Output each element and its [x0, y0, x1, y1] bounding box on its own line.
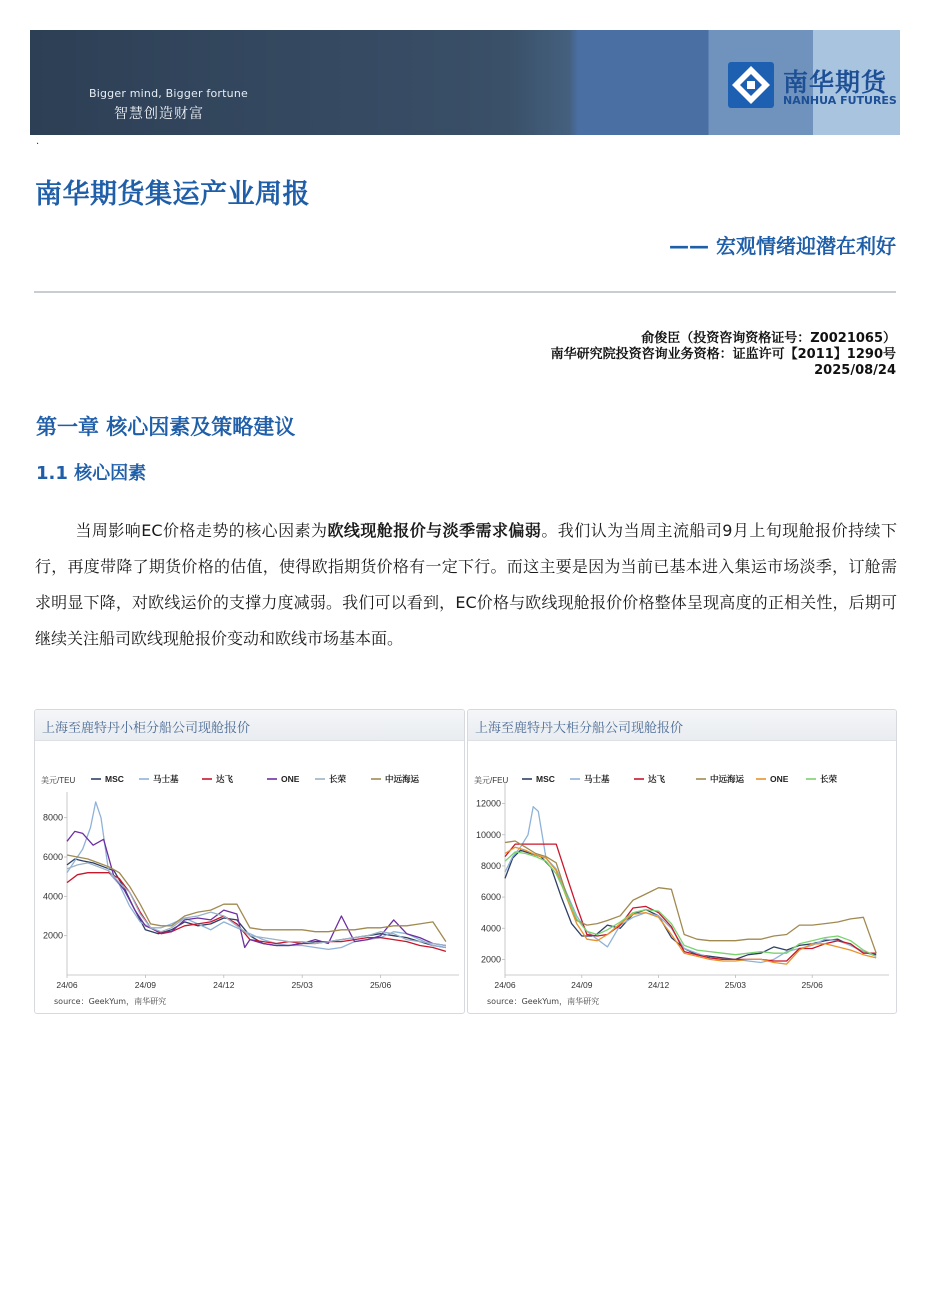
chart-teu: [35, 741, 464, 996]
series-line: [67, 863, 446, 946]
logo-name: 南华期货: [783, 68, 888, 97]
y-tick-label: 2000: [480, 954, 501, 965]
x-tick-label: 24/09: [571, 980, 593, 990]
series-line: [505, 850, 876, 959]
legend-label: 长荣: [820, 774, 838, 784]
series-line: [67, 802, 446, 950]
x-tick-label: 25/06: [369, 980, 392, 990]
x-tick-label: 24/12: [213, 980, 235, 990]
report-date: 2025/08/24: [814, 363, 896, 378]
chart-card-feu: [467, 709, 897, 1014]
y-tick-label: 2000: [42, 930, 63, 941]
series-line: [505, 847, 876, 964]
x-tick-label: 24/09: [134, 980, 157, 990]
y-axis-label: 美元/TEU: [41, 776, 76, 785]
y-tick-label: 8000: [42, 812, 63, 823]
x-tick-label: 25/03: [291, 980, 313, 990]
x-tick-label: 25/03: [724, 980, 747, 990]
legend-label: 中远海运: [385, 774, 420, 784]
x-tick-label: 24/06: [494, 980, 516, 990]
series-line: [505, 852, 876, 956]
slogan-chinese: 智慧创造财富: [114, 106, 204, 122]
chart-card-teu: [34, 709, 465, 1014]
y-tick-label: 6000: [42, 852, 63, 862]
x-tick-label: 24/06: [56, 980, 78, 990]
paragraph-text-pre: 当周影响EC价格走势的核心因素为: [75, 521, 328, 540]
header-banner: [30, 30, 900, 135]
logo-subtitle: NANHUA FUTURES: [783, 94, 897, 107]
legend-label: 马士基: [584, 774, 610, 784]
y-axis-label: 美元/FEU: [474, 776, 509, 785]
y-tick-label: 4000: [480, 923, 501, 934]
chart-title: 上海至鹿特丹小柜分船公司现舱报价: [42, 721, 251, 736]
x-tick-label: 25/06: [801, 980, 823, 990]
chart-source: source：GeekYum，南华研究: [487, 997, 600, 1006]
author-block: [551, 331, 896, 379]
slogan-english: Bigger mind, Bigger fortune: [89, 87, 248, 100]
y-tick-label: 8000: [480, 860, 501, 871]
series-line: [67, 855, 446, 942]
y-tick-label: 12000: [475, 798, 501, 809]
title-divider: [34, 291, 896, 293]
chart-title: 上海至鹿特丹大柜分船公司现舱报价: [475, 721, 684, 736]
chart-source: source：GeekYum，南华研究: [54, 997, 167, 1006]
legend-label: 达飞: [648, 774, 666, 784]
legend-label: MSC: [105, 774, 124, 784]
chart-feu: [468, 741, 896, 996]
legend-label: 长荣: [329, 774, 347, 784]
nanhua-logo-icon: [727, 61, 775, 109]
y-tick-label: 6000: [480, 892, 501, 903]
legend-label: MSC: [536, 774, 555, 784]
legend-label: 达飞: [216, 774, 234, 784]
nanhua-logo: [727, 61, 899, 109]
page-marker: ·: [36, 139, 40, 150]
legend-label: ONE: [281, 774, 300, 784]
legend-label: 中远海运: [710, 774, 745, 784]
author-line: 俞俊臣（投资咨询资格证号：Z0021065）: [641, 331, 896, 346]
y-tick-label: 10000: [475, 829, 501, 840]
paragraph-text-bold: 欧线现舱报价与淡季需求偏弱: [327, 521, 542, 540]
legend-label: ONE: [770, 774, 789, 784]
x-tick-label: 24/12: [647, 980, 670, 990]
report-title: 南华期货集运产业周报: [35, 179, 310, 210]
qualification-line: 南华研究院投资咨询业务资格：证监许可【2011】1290号: [550, 347, 896, 362]
report-subtitle: —— 宏观情绪迎潜在利好: [669, 234, 896, 258]
body-paragraph: [35, 513, 897, 657]
legend-label: 马士基: [153, 774, 179, 784]
section-heading: 1.1 核心因素: [36, 463, 147, 484]
series-line: [67, 831, 446, 947]
paragraph-text-post: 。我们认为当周主流船司9月上旬现舱报价持续下行，再度带降了期货价格的估值，使得欧指期货价格有一定下行。而这主要是因为当前已基本进入集运市场淡季，订舱需求明显下降，对欧线运价的支撑力度减弱。我们可以看到，EC价格与欧线现舱报价价格整体呈现高度的正相关性，后期可继续关注船司欧线现舱报价变动和欧线市场基本面。: [35, 521, 897, 648]
chapter-heading: 第一章 核心因素及策略建议: [36, 415, 296, 439]
y-tick-label: 4000: [42, 891, 63, 902]
